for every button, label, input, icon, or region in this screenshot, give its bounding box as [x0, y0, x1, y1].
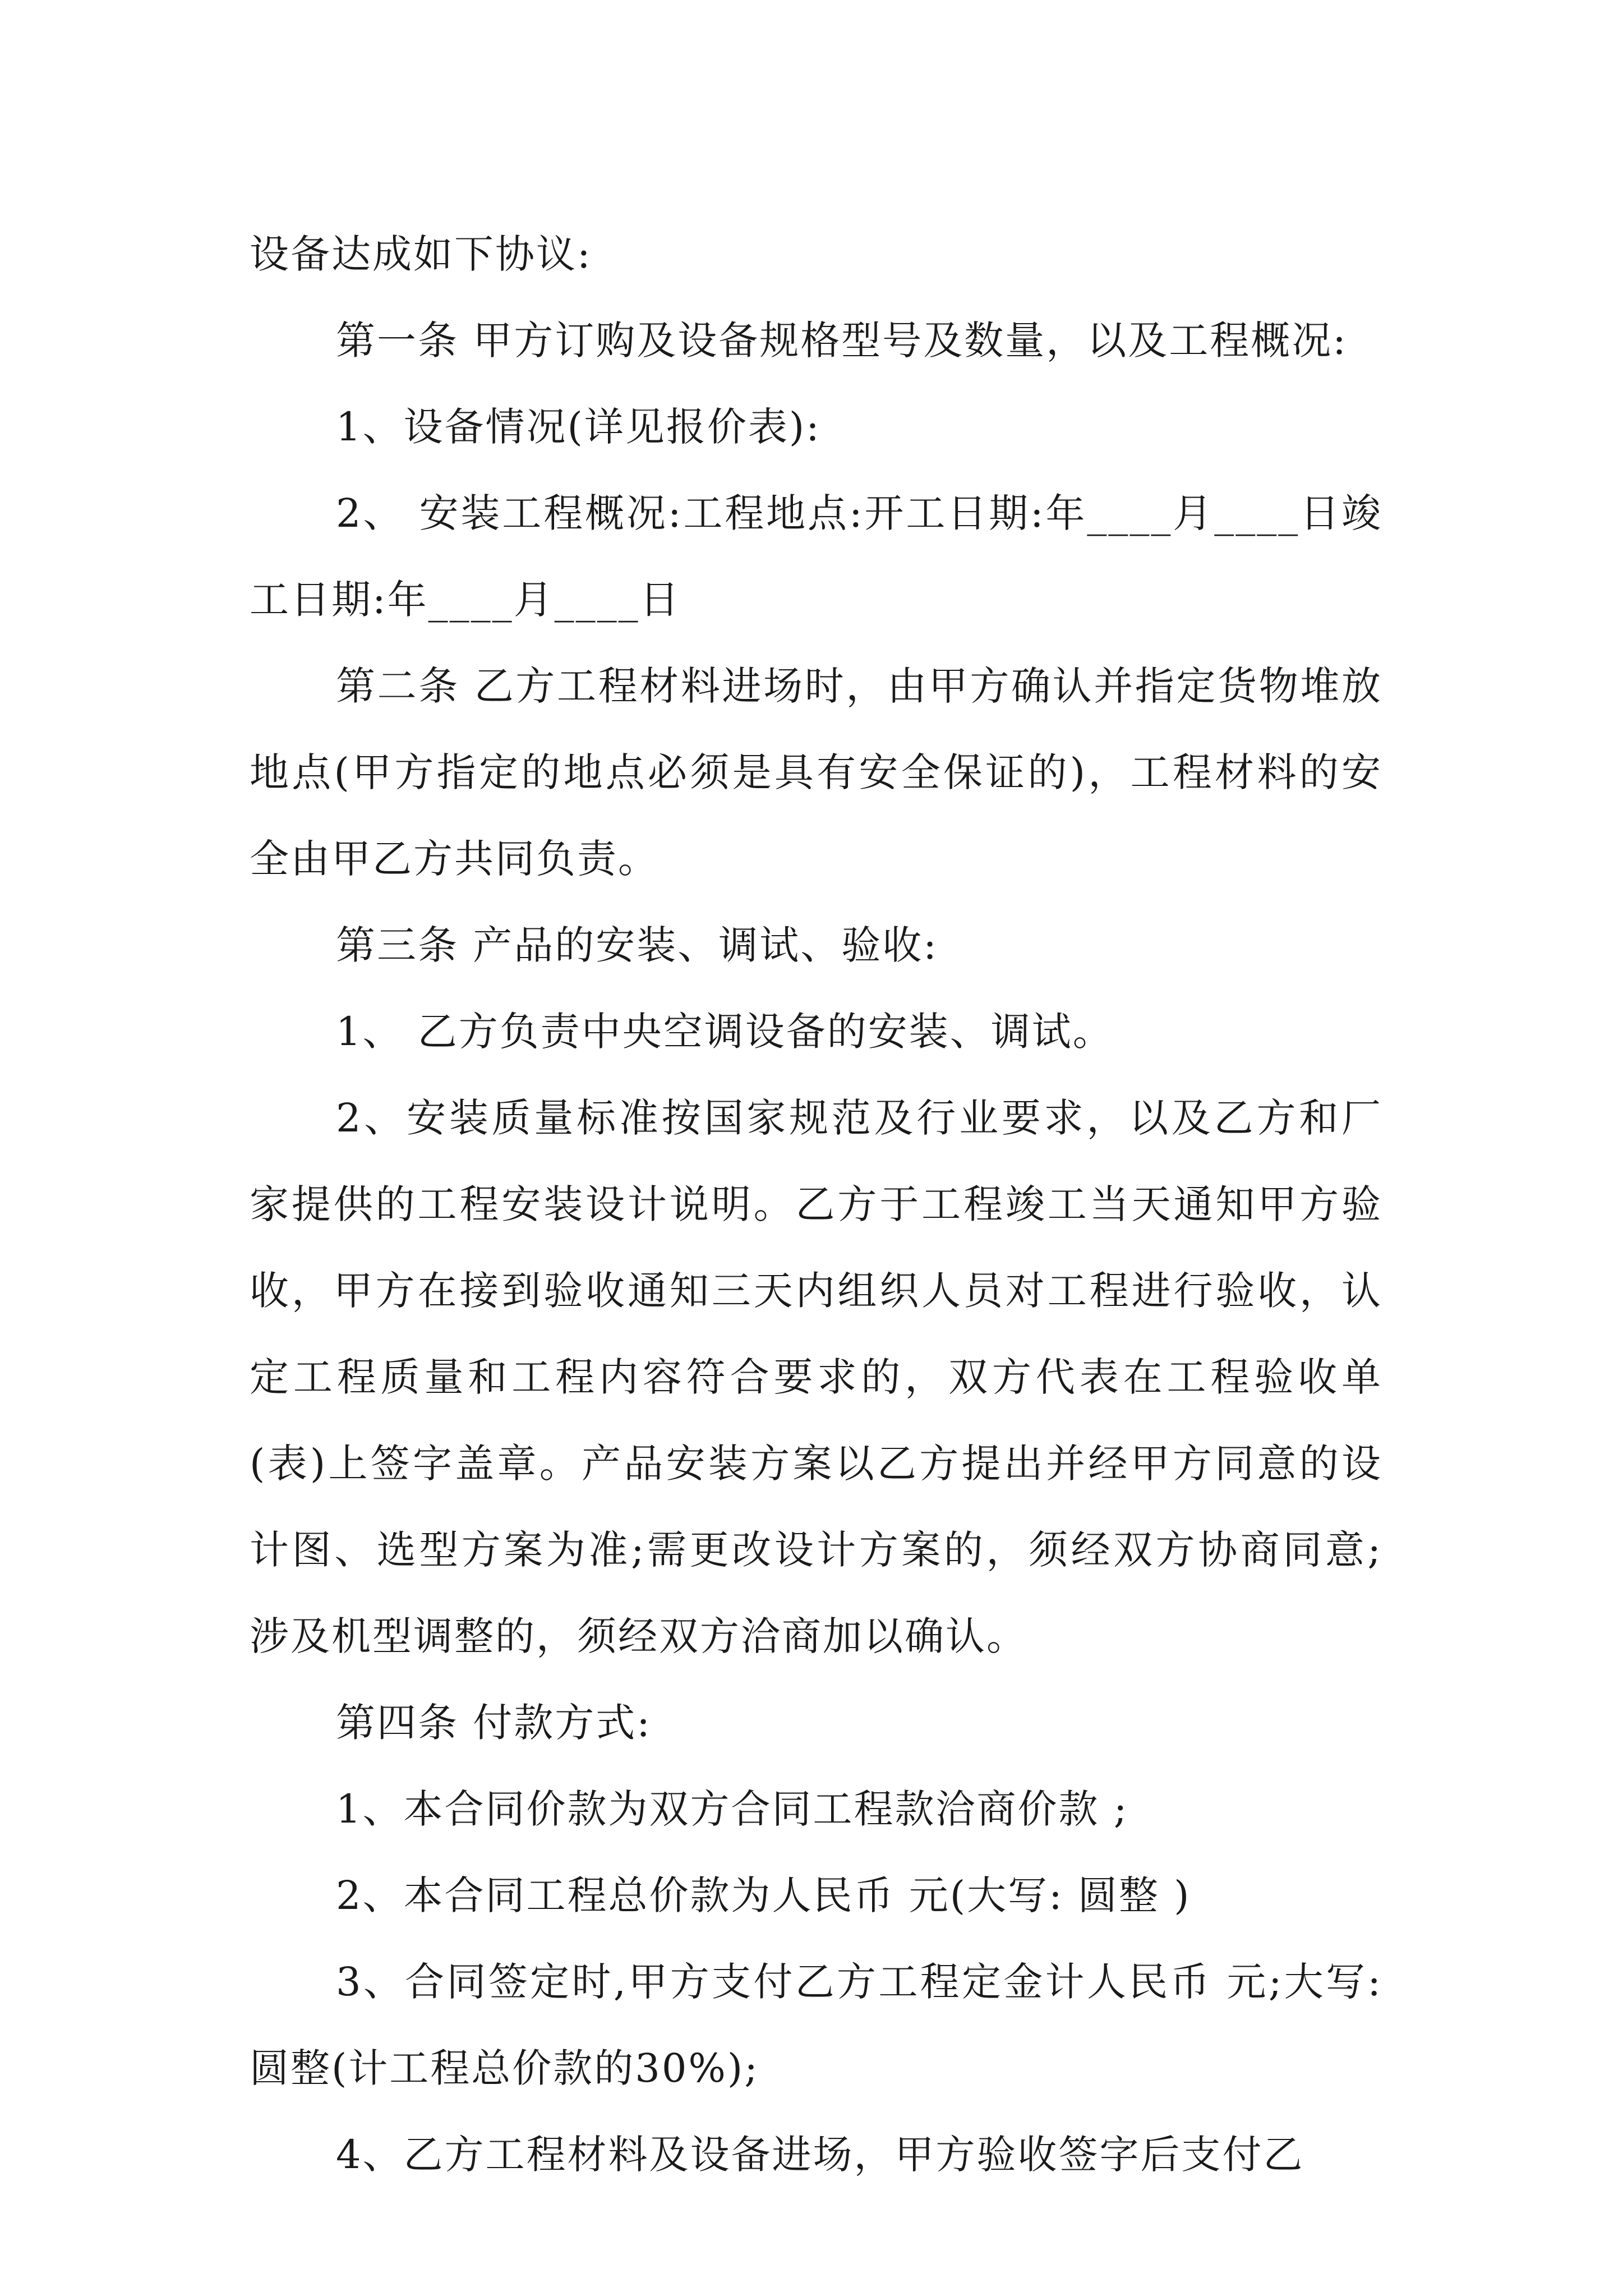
paragraph-article-2: 第二条 乙方工程材料进场时，由甲方确认并指定货物堆放地点(甲方指定的地点必须是具有安全保证的)，工程材料的安全由甲乙方共同负责。: [250, 663, 1382, 882]
paragraph-article-4-item-1: 1、本合同价款为双方合同工程款洽商价款 ;: [336, 1786, 1129, 1832]
document-body: [250, 211, 1382, 2198]
paragraph-article-3-item-2: 2、安装质量标准按国家规范及行业要求，以及乙方和厂家提供的工程安装设计说明。乙方于工程竣工当天通知甲方验收，甲方在接到验收通知三天内组织人员对工程进行验收，认定工程质量和工程内容符合要求的，双方代表在工程验收单(表)上签字盖章。产品安装方案以乙方提出并经甲方同意的设计图、选型方案为准;需更改设计方案的，须经双方协商同意;涉及机型调整的，须经双方洽商加以确认。: [250, 1095, 1382, 1659]
paragraph-article-1-item-2: 2、 安装工程概况:工程地点:开工日期:年____月____日竣工日期:年____月____日: [250, 490, 1382, 623]
paragraph-article-1: 第一条 甲方订购及设备规格型号及数量，以及工程概况:: [336, 318, 1348, 364]
paragraph-article-3: 第三条 产品的安装、调试、验收:: [336, 922, 938, 968]
paragraph-intro: 设备达成如下协议:: [250, 231, 592, 277]
paragraph-article-4-item-3: 3、合同签定时,甲方支付乙方工程定金计人民币 元;大写: 圆整(计工程总价款的30%);: [250, 1959, 1382, 2091]
paragraph-article-3-item-1: 1、 乙方负责中央空调设备的安装、调试。: [336, 1009, 1114, 1055]
paragraph-article-1-item-1: 1、设备情况(详见报价表):: [336, 404, 821, 450]
paragraph-article-4-item-2: 2、本合同工程总价款为人民币 元(大写: 圆整 ): [336, 1872, 1191, 1918]
paragraph-article-4: 第四条 付款方式:: [336, 1700, 652, 1746]
paragraph-article-4-item-4: 4、乙方工程材料及设备进场，甲方验收签字后支付乙: [336, 2132, 1304, 2178]
